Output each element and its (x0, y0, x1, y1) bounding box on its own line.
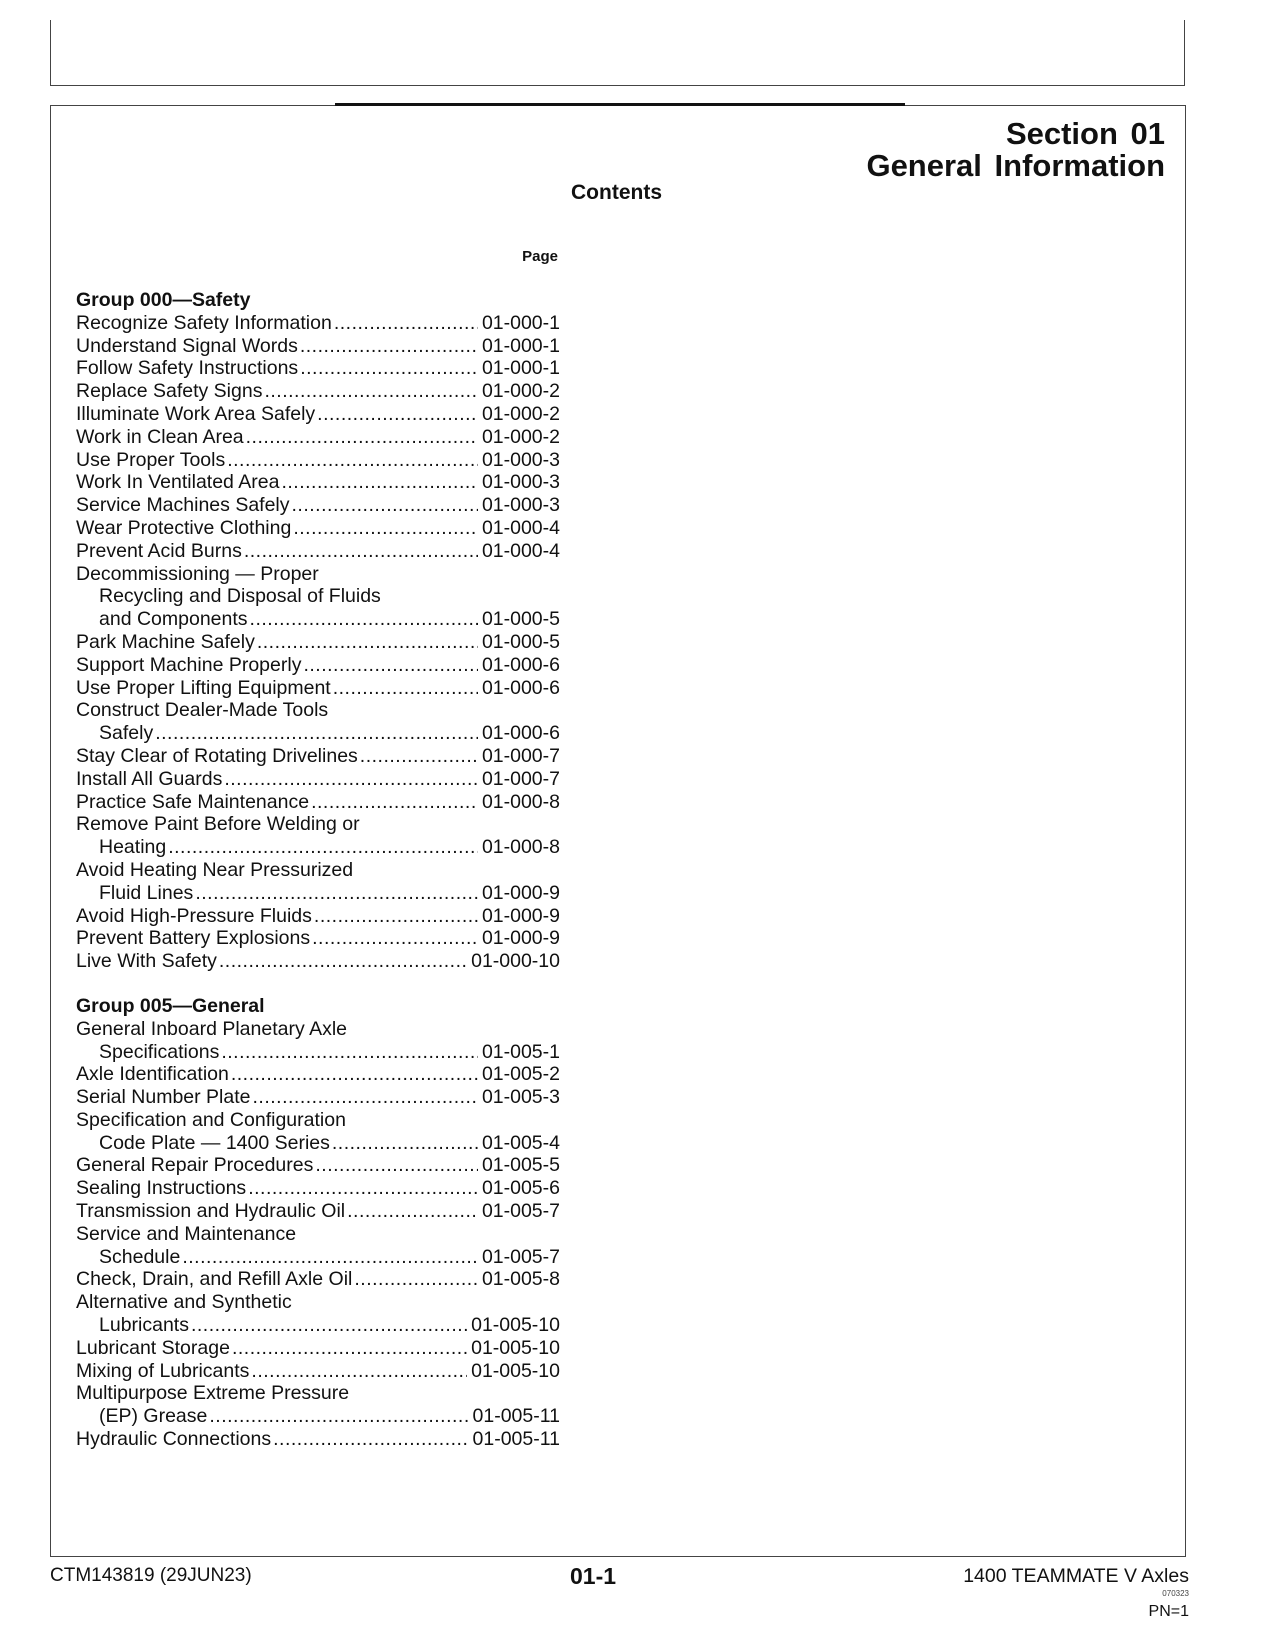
toc-entry-title: Understand Signal Words (76, 334, 298, 357)
dot-leader (182, 1246, 478, 1269)
toc-item[interactable] (76, 813, 560, 859)
toc-entry-row (76, 335, 560, 358)
toc-item[interactable] (76, 927, 560, 950)
toc-item[interactable] (76, 1428, 560, 1451)
dot-leader (314, 905, 478, 928)
toc-entry-row (76, 1063, 560, 1086)
toc-item[interactable] (76, 1063, 560, 1086)
toc-item[interactable] (76, 540, 560, 563)
toc-item[interactable] (76, 1200, 560, 1223)
toc-page-number: 01-005-11 (472, 1428, 560, 1451)
toc-item[interactable] (76, 357, 560, 380)
toc-entry-row (76, 1154, 560, 1177)
toc-item[interactable] (76, 312, 560, 335)
toc-entry-row (76, 791, 560, 814)
toc-entry-row (76, 745, 560, 768)
dot-leader (273, 1428, 468, 1451)
toc-entry-title: Serial Number Plate (76, 1086, 251, 1109)
toc-entry-row (76, 1314, 560, 1337)
toc-entry-title: Illuminate Work Area Safely (76, 402, 316, 425)
toc-page-number: 01-005-5 (481, 1154, 560, 1177)
dot-leader (281, 471, 478, 494)
toc-entry-title: Specifications (99, 1040, 220, 1063)
dot-leader (250, 608, 478, 631)
toc-page-number: 01-000-7 (481, 744, 560, 767)
toc-entry-title: Multipurpose Extreme Pressure (76, 1382, 350, 1405)
dot-leader (312, 927, 478, 950)
toc-page-number: 01-005-7 (481, 1200, 560, 1223)
toc-item[interactable] (76, 905, 560, 928)
toc-page-number: 01-005-10 (471, 1314, 560, 1337)
toc-entry-title: Avoid Heating Near Pressurized (76, 858, 354, 881)
toc-page-number: 01-005-6 (481, 1177, 560, 1200)
section-name: General Information (866, 148, 1165, 183)
toc-page-number: 01-000-6 (481, 722, 560, 745)
toc-entry-row (76, 631, 560, 654)
toc-entry-title: Mixing of Lubricants (76, 1359, 250, 1382)
toc-page-number: 01-005-3 (481, 1086, 560, 1109)
toc-entry-title: Replace Safety Signs (76, 380, 263, 403)
toc-item[interactable] (76, 335, 560, 358)
toc-item[interactable] (76, 494, 560, 517)
toc-continuation-line (76, 1018, 560, 1041)
toc-page-number: 01-005-10 (471, 1336, 560, 1359)
toc-item[interactable] (76, 1291, 560, 1337)
toc-entry-title: Stay Clear of Rotating Drivelines (76, 744, 358, 767)
toc-item[interactable] (76, 1360, 560, 1383)
toc-entry-title: Heating (99, 836, 167, 859)
dot-leader (221, 1041, 478, 1064)
toc-page-number: 01-000-1 (481, 357, 560, 380)
toc-item[interactable] (76, 1268, 560, 1291)
toc-entry-title: Recognize Safety Information (76, 311, 332, 334)
toc-item[interactable] (76, 471, 560, 494)
dot-leader (231, 1063, 478, 1086)
toc-page-number: 01-005-10 (471, 1359, 560, 1382)
dot-leader (224, 768, 478, 791)
toc-entry-title: Code Plate — 1400 Series (99, 1131, 330, 1154)
toc-item[interactable] (76, 1154, 560, 1177)
footer-pn: PN=1 (1148, 1603, 1189, 1620)
toc-continuation-line (76, 563, 560, 586)
toc-entry-title: Transmission and Hydraulic Oil (76, 1200, 346, 1223)
toc-item[interactable] (76, 859, 560, 905)
toc-page-number: 01-000-4 (481, 516, 560, 539)
toc-entry-row (76, 1268, 560, 1291)
dot-leader (253, 1086, 478, 1109)
toc-page-number: 01-005-11 (472, 1405, 560, 1428)
toc-continuation-line (76, 699, 560, 722)
dot-leader (251, 1360, 467, 1383)
page-column-label: Page (522, 248, 558, 265)
dot-leader (264, 380, 477, 403)
toc-page-number: 01-000-8 (481, 836, 560, 859)
toc-entry-title: and Components (99, 608, 248, 631)
toc-entry-title: General Inboard Planetary Axle (76, 1017, 348, 1040)
toc-item[interactable] (76, 950, 560, 973)
toc-entry-title: Wear Protective Clothing (76, 516, 292, 539)
toc-item[interactable] (76, 380, 560, 403)
dot-leader (317, 403, 478, 426)
toc-entry-row (76, 1360, 560, 1383)
toc-page-number: 01-000-9 (481, 904, 560, 927)
toc-entry-title: Specification and Configuration (76, 1108, 346, 1131)
dot-leader (300, 335, 478, 358)
toc-entry-title: Service Machines Safely (76, 494, 290, 517)
dot-leader (303, 654, 477, 677)
toc-item[interactable] (76, 654, 560, 677)
toc-page-number: 01-000-5 (481, 608, 560, 631)
toc-page-number: 01-005-1 (481, 1040, 560, 1063)
toc-entry-row (76, 426, 560, 449)
section-title (866, 118, 1165, 182)
toc-entry-row (76, 768, 560, 791)
toc-entry-row (76, 357, 560, 380)
toc-page-number: 01-000-7 (481, 767, 560, 790)
toc-entry-title: Install All Guards (76, 767, 223, 790)
dot-leader (195, 882, 478, 905)
dot-leader (155, 722, 478, 745)
toc-page-number: 01-000-10 (471, 950, 560, 973)
group-spacer (76, 973, 560, 995)
toc-entry-title: Schedule (99, 1245, 181, 1268)
toc-page-number: 01-000-3 (481, 448, 560, 471)
toc-continuation-line (76, 1382, 560, 1405)
top-page-box (50, 20, 1185, 86)
dot-leader (257, 631, 478, 654)
toc-entry-row (76, 1200, 560, 1223)
toc-entry-title: Service and Maintenance (76, 1222, 297, 1245)
toc-item[interactable] (76, 563, 560, 631)
toc-entry-row (76, 517, 560, 540)
toc-entry-title: Support Machine Properly (76, 653, 302, 676)
dot-leader (311, 791, 478, 814)
toc-item[interactable] (76, 791, 560, 814)
toc-entry-row (76, 905, 560, 928)
toc-entry-title: Work In Ventilated Area (76, 471, 280, 494)
dot-leader (209, 1405, 468, 1428)
toc-item[interactable] (76, 1177, 560, 1200)
toc-entry-row (76, 403, 560, 426)
toc-page-number: 01-000-9 (481, 927, 560, 950)
toc-item[interactable] (76, 517, 560, 540)
toc-entry-row (76, 540, 560, 563)
toc-entry-title: Check, Drain, and Refill Axle Oil (76, 1268, 353, 1291)
toc-entry-row (76, 449, 560, 472)
dot-leader (332, 1132, 478, 1155)
dot-leader (315, 1154, 478, 1177)
toc-entry-row (76, 654, 560, 677)
toc-entry-title: Practice Safe Maintenance (76, 790, 310, 813)
toc-continuation-line (76, 859, 560, 882)
toc-page-number: 01-000-6 (481, 653, 560, 676)
toc-item[interactable] (76, 449, 560, 472)
toc-continuation-line (76, 1109, 560, 1132)
toc-entry-row (76, 1246, 560, 1269)
toc-entry-title: Park Machine Safely (76, 630, 255, 653)
toc-item[interactable] (76, 1382, 560, 1428)
toc-page-number: 01-000-9 (481, 881, 560, 904)
dot-leader (219, 950, 467, 973)
dot-leader (246, 426, 478, 449)
toc-entry-title: Prevent Battery Explosions (76, 927, 311, 950)
dot-leader (232, 1337, 467, 1360)
toc-item[interactable] (76, 403, 560, 426)
toc-page-number: 01-000-1 (481, 311, 560, 334)
toc-entry-title: Lubricants (99, 1314, 189, 1337)
toc-entry-title: Hydraulic Connections (76, 1428, 272, 1451)
toc-entry-title: Work in Clean Area (76, 425, 244, 448)
dot-leader (244, 540, 478, 563)
toc-page-number: 01-000-6 (481, 676, 560, 699)
toc-entry-title: Lubricant Storage (76, 1336, 230, 1359)
toc-entry-row (76, 677, 560, 700)
dot-leader (227, 449, 478, 472)
toc-entry-title: Construct Dealer-Made Tools (76, 699, 329, 722)
contents-heading: Contents (571, 181, 662, 204)
toc-entry-title: General Repair Procedures (76, 1154, 314, 1177)
toc-page-number: 01-000-2 (481, 425, 560, 448)
toc-entry-title: Recycling and Disposal of Fluids (99, 585, 381, 608)
toc-page-number: 01-000-3 (481, 494, 560, 517)
toc-page-number: 01-005-8 (481, 1268, 560, 1291)
toc-page-number: 01-000-5 (481, 630, 560, 653)
toc-entry-row (76, 836, 560, 859)
toc-entry-row (76, 1177, 560, 1200)
toc-entry-row (76, 471, 560, 494)
dot-leader (334, 312, 478, 335)
toc-item[interactable] (76, 768, 560, 791)
toc-entry-title: Safely (99, 722, 154, 745)
toc-continuation-line (76, 1223, 560, 1246)
toc-item[interactable] (76, 745, 560, 768)
dot-leader (191, 1314, 467, 1337)
toc-entry-title: Alternative and Synthetic (76, 1291, 292, 1314)
toc-entry-title: Fluid Lines (99, 881, 194, 904)
toc-entry-title: Sealing Instructions (76, 1177, 247, 1200)
frame-accent-bar (335, 103, 905, 106)
dot-leader (333, 677, 478, 700)
toc-page-number: 01-000-4 (481, 539, 560, 562)
toc-entry-title: Follow Safety Instructions (76, 357, 299, 380)
toc-item[interactable] (76, 426, 560, 449)
table-of-contents (76, 289, 560, 1451)
toc-entry-row (76, 312, 560, 335)
footer-manual-title: 1400 TEAMMATE V Axles (963, 1565, 1189, 1587)
toc-entry-title: Remove Paint Before Welding or (76, 813, 360, 836)
toc-item[interactable] (76, 1018, 560, 1064)
toc-entry-row (76, 927, 560, 950)
toc-item[interactable] (76, 631, 560, 654)
toc-page-number: 01-005-2 (481, 1063, 560, 1086)
toc-entry-row (76, 882, 560, 905)
toc-entry-row (76, 1428, 560, 1451)
dot-leader (292, 494, 478, 517)
toc-page-number: 01-005-7 (481, 1245, 560, 1268)
dot-leader (354, 1268, 478, 1291)
toc-entry-row (76, 380, 560, 403)
toc-entry-row (76, 608, 560, 631)
group-heading: Group 005—General (76, 994, 265, 1017)
section-number: Section 01 (1005, 116, 1165, 151)
toc-entry-title: Decommissioning — Proper (76, 562, 319, 585)
toc-item[interactable] (76, 1223, 560, 1269)
toc-page-number: 01-000-2 (481, 402, 560, 425)
toc-entry-row (76, 494, 560, 517)
footer-code: 070323 (1162, 1589, 1189, 1598)
toc-continuation-line (76, 1291, 560, 1314)
toc-item[interactable] (76, 677, 560, 700)
toc-entry-row (76, 1405, 560, 1428)
toc-page-number: 01-000-8 (481, 790, 560, 813)
toc-entry-row (76, 1086, 560, 1109)
toc-item[interactable] (76, 1337, 560, 1360)
toc-entry-title: Axle Identification (76, 1063, 229, 1086)
dot-leader (168, 836, 478, 859)
toc-entry-row (76, 722, 560, 745)
toc-entry-title: Use Proper Tools (76, 448, 226, 471)
toc-item[interactable] (76, 1109, 560, 1155)
toc-continuation-line (76, 813, 560, 836)
toc-entry-title: Avoid High-Pressure Fluids (76, 904, 312, 927)
toc-page-number: 01-000-2 (481, 380, 560, 403)
toc-entry-row (76, 1337, 560, 1360)
dot-leader (347, 1200, 478, 1223)
toc-entry-title: Use Proper Lifting Equipment (76, 676, 331, 699)
dot-leader (293, 517, 478, 540)
dot-leader (248, 1177, 478, 1200)
toc-entry-title: (EP) Grease (99, 1405, 208, 1428)
toc-page-number: 01-000-1 (481, 334, 560, 357)
dot-leader (300, 357, 478, 380)
group-heading: Group 000—Safety (76, 289, 251, 311)
toc-page-number: 01-005-4 (481, 1131, 560, 1154)
toc-item[interactable] (76, 1086, 560, 1109)
toc-item[interactable] (76, 699, 560, 745)
toc-entry-row (76, 1041, 560, 1064)
toc-page-number: 01-000-3 (481, 471, 560, 494)
toc-entry-title: Prevent Acid Burns (76, 539, 242, 562)
toc-entry-row (76, 1132, 560, 1155)
dot-leader (360, 745, 478, 768)
toc-entry-row (76, 950, 560, 973)
footer-doc-id: CTM143819 (29JUN23) (50, 1565, 252, 1586)
footer-page-number: 01-1 (570, 1563, 617, 1589)
toc-entry-title: Live With Safety (76, 950, 217, 973)
toc-continuation-line (76, 585, 560, 608)
